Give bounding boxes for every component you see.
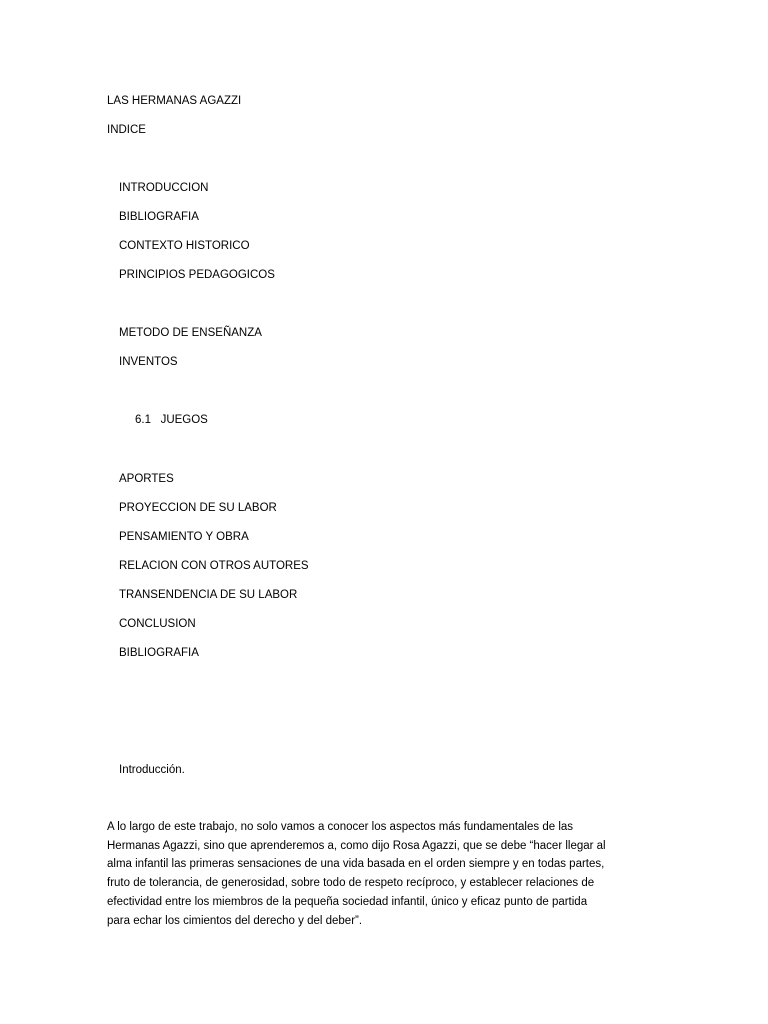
index-item-relacion-con-otros-autores: RELACION CON OTROS AUTORES xyxy=(119,560,309,572)
index-item-introduccion: INTRODUCCION xyxy=(119,182,209,194)
paragraph-line: para echar los cimientos del derecho y del deber”. xyxy=(107,914,363,927)
paragraph-line: A lo largo de este trabajo, no solo vamos a conocer los aspectos más fundamentales de las xyxy=(107,821,574,833)
index-item-inventos: INVENTOS xyxy=(119,356,178,368)
index-subitem-juegos: 6.1 JUEGOS xyxy=(135,414,208,426)
document-title: LAS HERMANAS AGAZZI xyxy=(107,95,242,107)
paragraph-line: alma infantil las primeras sensaciones de una vida basada en el orden siempre y en todas partes, xyxy=(107,858,605,871)
index-item-proyeccion: PROYECCION DE SU LABOR xyxy=(119,502,277,514)
index-item-metodo-de-ensenanza: METODO DE ENSEÑANZA xyxy=(119,327,262,339)
index-item-pensamiento-y-obra: PENSAMIENTO Y OBRA xyxy=(119,531,249,543)
paragraph-line: efectividad entre los miembros de la pequeña sociedad infantil, único y eficaz punto de partida xyxy=(107,895,588,908)
index-item-aportes: APORTES xyxy=(119,473,174,485)
index-heading: INDICE xyxy=(107,124,146,136)
paragraph-line: fruto de tolerancia, de generosidad, sobre todo de respeto recíproco, y establecer relaciones de xyxy=(107,877,595,890)
index-item-conclusion: CONCLUSION xyxy=(119,618,196,630)
index-item-contexto-historico: CONTEXTO HISTORICO xyxy=(119,240,250,252)
index-item-principios-pedagogicos: PRINCIPIOS PEDAGOGICOS xyxy=(119,269,275,281)
paragraph-line: Hermanas Agazzi, sino que aprenderemos a, como dijo Rosa Agazzi, que se debe “hacer llegar al xyxy=(107,839,606,852)
section-heading-introduccion: Introducción. xyxy=(119,764,185,776)
index-item-bibliografia: BIBLIOGRAFIA xyxy=(119,211,199,223)
index-item-bibliografia-final: BIBLIOGRAFIA xyxy=(119,647,199,659)
index-item-transendencia: TRANSENDENCIA DE SU LABOR xyxy=(119,589,298,601)
introduction-paragraph xyxy=(107,818,662,930)
